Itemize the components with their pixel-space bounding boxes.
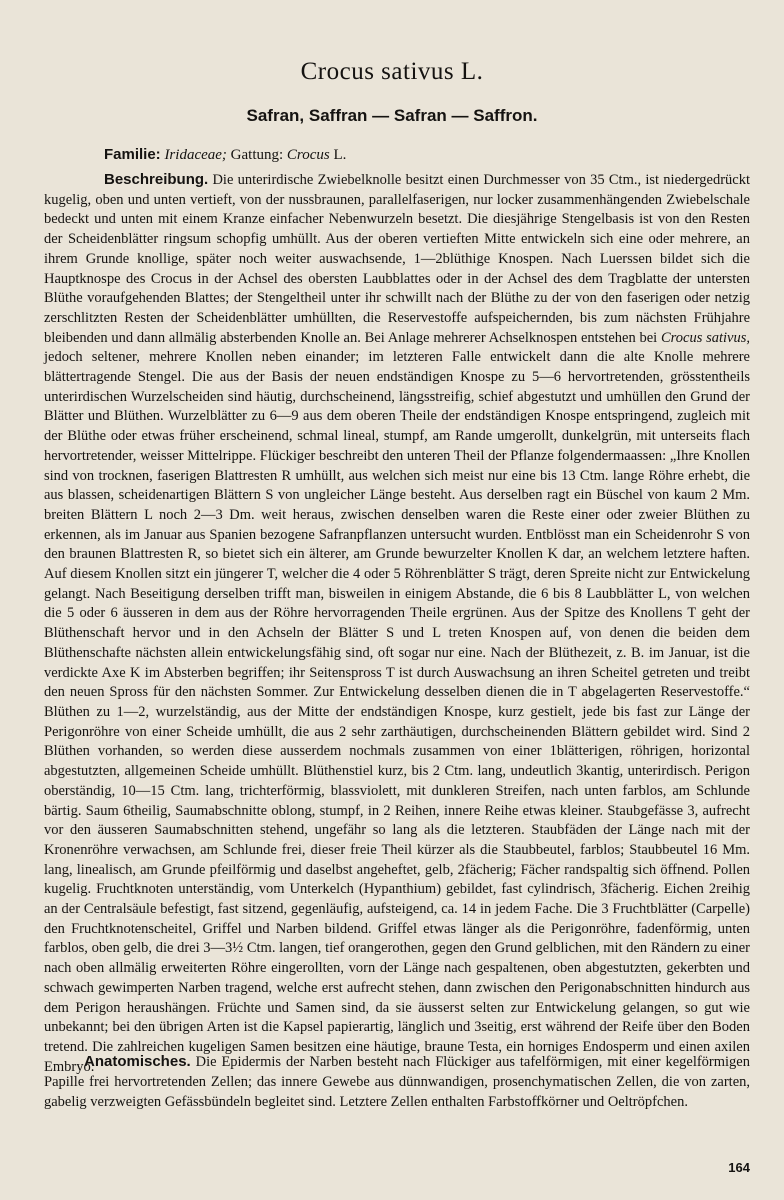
description-text-1: Die unterirdische Zwiebelknolle besitzt einen Durchmesser von 35 Ctm., ist niedergedrückt kugelig, oben und unten vertieft, von der nussbraunen, parallelfaserigen, nur locker zusammenhängenden Zwiebelschale bedeckt und unten mit einem Kranze einfacher Nebenwurzeln besetzt. Die diesjährige Stengelbasis ist von den Resten der Scheidenblätter ringsum schopfig umhüllt. Aus der oberen vertieften Mitte entwickeln sich eine oder mehrere, an ihrem Grunde knollige, später noch weiter auswachsende, 1—2blüthige Knospen. Nach Luerssen bildet sich die Hauptknospe des Crocus in der Achsel des obersten Laubblattes oder in der Achsel des dem Tragblatte der untersten Blüthe voraufgehenden Blattes; der Stengeltheil unter ihr schwillt nach der Blüthe zu der von den faserigen oder netzig zerschlitzten Resten der Scheidenblätter umhüllten, die Reservestoffe aufspeichernden, bis zum nächsten Frühjahre bleibenden und dann allmälig absterbenden Knolle an. Bei Anlage mehrerer Achselknospen entstehen bei (44, 172, 750, 346)
anatomy-text: Die Epidermis der Narben besteht nach Flückiger aus tafelförmigen, mit einer kegelförmigen Papille frei hervortretenden Zellen; das innere Gewebe aus dünnwandigen, prosenchymatischen Zellen, die von zarten, gabelig verzweigten Gefässbündeln begleitet sind. Letztere Zellen enthalten Farbstoffkörner und Oeltröpfchen. (44, 1054, 750, 1110)
page-number: 164 (728, 1160, 750, 1175)
family-line (104, 146, 346, 164)
description-italic: Crocus sativus, (660, 329, 750, 346)
family-label: Familie: (104, 146, 161, 163)
genus-label: Gattung: (230, 147, 284, 163)
genus-suffix: L. (333, 147, 347, 163)
genus-name: Crocus (286, 147, 330, 163)
common-names: Safran, Saffran — Safran — Saffron. (246, 106, 538, 125)
description-paragraph (44, 170, 750, 1077)
anatomy-paragraph (44, 1052, 750, 1112)
page-title: Crocus sativus L. (300, 58, 484, 85)
family-name: Iridaceae; (164, 147, 227, 163)
description-text-2: jedoch seltener, mehrere Knollen neben einander; im letzteren Falle entwickelt dann die alte Knolle mehrere blättertragende Stengel. Die aus der Basis der neuen endständigen Knospe zu 5—6 hervortretenden, grösstentheils unterirdischen Wurzelscheiden sind häutig, durchscheinend, längsstreifig, schief abgestutzt und umhüllen den Grund der Blätter und Blüthen. Wurzelblätter zu 6—9 aus dem oberen Theile der endständigen Knospe entspringend, zugleich mit der Blüthe oder etwas früher erscheinend, schmal lineal, stumpf, am Rande umgerollt, dunkelgrün, mit unterseits flach hervortretender, weisser Mittelrippe. Flückiger beschreibt den unteren Theil der Pflanze folgendermaassen: „Ihre Knollen sind von trocknen, faserigen Blattresten R umhüllt, aus welchen sich meist nur eine bis 13 Ctm. lange Röhre erhebt, die aus blassen, scheidenartigen Blättern S von ungleicher Länge besteht. Aus derselben ragt ein Büschel von kaum 2 Mm. breiten Blättern L noch 2—3 Dm. weit heraus, zwischen denselben waren die Reste einer oder zweier Blüthen zu erkennen, als im Januar aus Spanien bezogene Safranpflanzen untersucht wurden. Entblösst man ein Scheidenrohr S von den braunen Blattresten R, so bietet sich ein älterer, am Grunde bewurzelter Knollen K dar, an welchem letztere haften. Auf diesem Knollen sitzt ein jüngerer T, welcher die 4 oder 5 Röhrenblätter S trägt, deren Spreite nicht zur Entwickelung gelangt. Nach Beseitigung derselben trifft man, bisweilen in einigem Abstande, die 6 bis 8 Laubblätter L, von welchen die 5 oder 6 äusseren in dem aus der Röhre hervorragenden Theile ergrünen. Aus der Spitze des Knollens T geht der Blüthenschaft hervor und in den Achseln der Blätter S und L treten Knospen auf, von denen die beiden dem Blüthenschafte nächsten allein entwickelungsfähig sind, oft sogar nur eine. Nach der Blüthezeit, z. B. im Januar, ist die verdickte Axe K im Absterben begriffen; ihr Seitenspross T ist durch Auswachsung an ihren Scheitel getreten und treibt den neuen Spross für den nächsten Sommer. Zur Entwickelung desselben dienen die in T abgelagerten Reservestoffe.“ Blüthen zu 1—2, wurzelständig, aus der Mitte der endständigen Knospe, kurz gestielt, jede bis fast zur Länge der Perigonröhre von einer Scheide umhüllt, die aus 2 sehr zarthäutigen, durchscheinenden Blättern gebildet wird. Sind 2 Blüthen vorhanden, so werden diese ausserdem nochmals zusammen von einer 1blätterigen, röhrigen, horizontal abgestutzten, allgemeinen Scheide umhüllt. Blüthenstiel kurz, bis 2 Ctm. lang, undeutlich 3kantig, unterirdisch. Perigon oberständig, 10—15 Ctm. lang, trichterförmig, blassviolett, mit dunkleren Streifen, nach unten farblos, am Schlunde bärtig. Saum 6theilig, Saumabschnitte oblong, stumpf, in 2 Reihen, innere Reihe etwas kleiner. Staubgefässe 3, aufrecht vor den äusseren Saumabschnitten stehend, ungefähr so lang als die letzteren. Staubfäden der Länge nach mit der Kronenröhre verwachsen, am Schlunde frei, dieser freie Theil kürzer als die Staubbeutel, farblos; Staubbeutel 16 Mm. lang, linealisch, am Grunde pfeilförmig und daselbst angeheftet, gelb, 2fächerig; Fächer randspaltig sich öffnend. Pollen kugelig. Fruchtknoten unterständig, vom Unterkelch (Hypanthium) gebildet, fast cylindrisch, 3fächerig. Eichen 2reihig an der Centralsäule befestigt, fast sitzend, gegenläufig, aufsteigend, ca. 14 in jedem Fache. Die 3 Fruchtblätter (Carpelle) den Fruchtknotenscheitel, Griffel und Narben bildend. Griffel etwas länger als die Perigonröhre, fadenförmig, unten farblos, oben gelb, die drei 3—3½ Ctm. langen, tief orangerothen, gegen den Grund gelblichen, mit den Rändern zu einer nach oben allmälig erweiterten Röhre eingerollten, vorn der Länge nach gespaltenen, oben abgestutzten, gekerbten und schwach gewimperten Narben tragend, welche erst aufrecht stehen, dann zwischen den Perigonabschnitten hindurch aus dem Perigon heraushängen. Früchte und Samen sind, da sie äusserst selten zur Entwickelung gelangen, so gut wie unbekannt; bei den übrigen Arten ist die Kapsel papierartig, länglich und 3seitig, erst während der Reife über den Boden tretend. Die zahlreichen kugeligen Samen besitzen eine häutige, braune Testa, ein horniges Endosperm und einen axilen Embryo. (44, 349, 750, 1075)
anatomy-heading: Anatomisches. (84, 1053, 191, 1070)
description-heading: Beschreibung. (104, 171, 209, 188)
